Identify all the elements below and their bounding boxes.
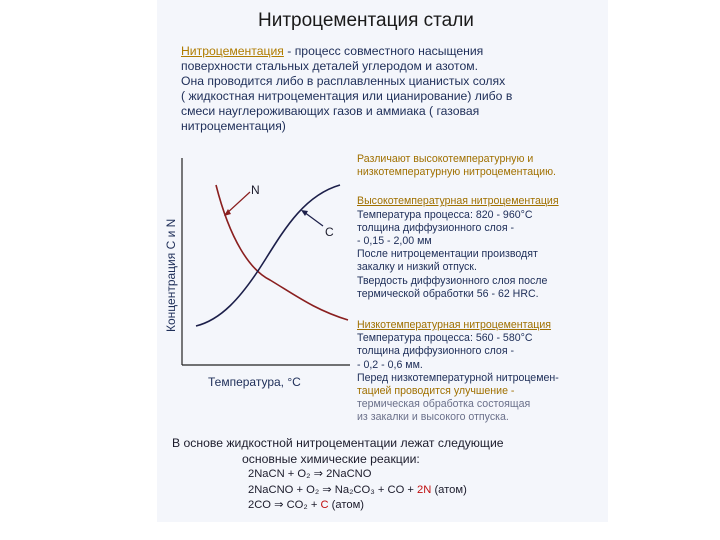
intro-line-3: ( жидкостная нитроцементация или цианирование) либо в (181, 89, 513, 103)
y-axis-label: Концентрация С и N (164, 218, 178, 332)
high-line-5: Твердость диффузионного слоя после (357, 274, 548, 287)
series-c-line (196, 185, 340, 326)
x-axis-label: Температура, °С (208, 375, 301, 389)
right-column (357, 153, 559, 425)
intro-paragraph (181, 44, 512, 134)
nitrogen-atom: 2N (417, 483, 432, 496)
slide-title: Нитроцементация стали (258, 10, 474, 31)
intro-line-2: Она проводится либо в расплавленных цианистых солях (181, 74, 506, 88)
high-line-2: - 0,15 - 2,00 мм (357, 235, 432, 248)
low-line-3: Перед низкотемпературной нитроцемен- (357, 371, 559, 384)
high-temp-heading: Высокотемпературная нитроцементация (357, 195, 559, 208)
carbon-atom: C (320, 499, 329, 511)
intro-line-4: смеси науглероживающих газов и аммиака ( газовая (181, 104, 480, 118)
series-c-label: C (325, 225, 334, 239)
types-line-1: низкотемпературную нитроцементацию. (357, 166, 556, 179)
types-line-0: Различают высокотемпературную и (357, 153, 534, 165)
reactions-intro-1: В основе жидкостной нитроцементации лежат следующие (172, 436, 504, 450)
high-line-0: Температура процесса: 820 - 960°С (357, 208, 533, 221)
low-temp-heading: Низкотемпературная нитроцементация (357, 319, 552, 332)
low-line-2: - 0,2 - 0,6 мм. (357, 358, 423, 371)
low-line-0: Температура процесса: 560 - 580°С (357, 332, 533, 345)
concentration-chart (160, 150, 350, 400)
n-pointer (226, 192, 250, 214)
reactions-intro-2: основные химические реакции: (242, 451, 420, 466)
high-line-6: термической обработки 56 - 62 HRC. (357, 287, 539, 300)
low-line-5: термическая обработка состоящая (357, 398, 531, 411)
term-highlight: Нитроцементация (181, 44, 284, 58)
series-n-label: N (251, 183, 260, 197)
c-pointer (304, 212, 323, 226)
reaction-1: 2NaCN + O₂ ⇒ 2NaCNO (248, 468, 372, 480)
reaction-3: 2CO ⇒ CO₂ + C (атом) (248, 499, 365, 511)
low-line-1: толщина диффузионного слоя - (357, 345, 515, 358)
high-line-3: После нитроцементации производят (357, 248, 538, 261)
reaction-2: 2NaCNO + O₂ ⇒ Na₂CO₃ + CO + 2N (атом) (248, 483, 467, 496)
high-line-4: закалку и низкий отпуск. (357, 261, 477, 274)
high-line-1: толщина диффузионного слоя - (357, 221, 515, 234)
c-arrowhead (301, 210, 308, 216)
reactions-block (172, 436, 504, 514)
intro-line-5: нитроцементация) (181, 119, 286, 133)
intro-line-1: поверхности стальных деталей углеродом и азотом. (181, 59, 479, 73)
low-line-4: тацией проводится улучшение - (357, 385, 515, 398)
low-line-6: из закалки и высокого отпуска. (357, 411, 509, 424)
intro-line-0: Нитроцементация - процесс совместного насыщения (181, 44, 484, 58)
